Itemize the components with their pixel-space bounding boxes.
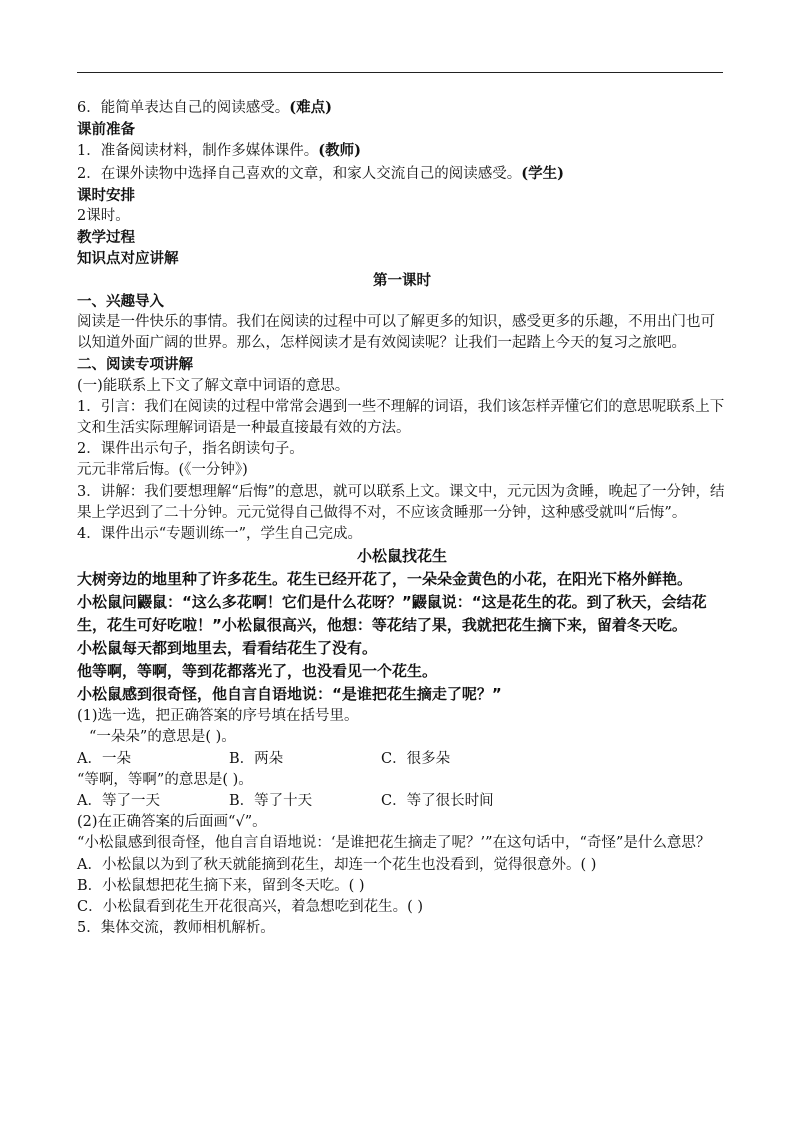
option: B．两朵 [229,750,284,767]
heading-prep: 课前准备 [77,121,135,139]
objective-text: 6．能简单表达自己的阅读感受。 [77,100,290,116]
explain-paragraph: 3．讲解：我们要想理解“后悔”的意思，就可以联系上文。课文中，元元因为贪睡，晚起了一分钟，结果上学迟到了二十分钟。元元觉得自己做得不对，不应该贪睡那一分钟，这种感受就叫“后悔”。 [77,483,725,521]
question-1b: “等啊，等啊”的意思是( )。 [77,771,253,788]
objective-6 [77,97,727,119]
heading-lesson-1: 第一课时 [373,271,431,289]
header-rule [77,72,723,73]
story-paragraph-3: 小松鼠每天都到地里去，看看结花生了没有。 [77,639,378,658]
prep-text-2: 2．在课外读物中选择自己喜欢的文章，和家人交流自己的阅读感受。 [77,165,522,182]
option: C．很多朵 [381,750,451,767]
question-2: (2)在正确答案的后面画“√”。 [77,814,267,831]
prep-tag-2: (学生) [521,164,564,182]
question-2-option-b: B．小松鼠想把花生摘下来，留到冬天吃。( ) [77,877,365,894]
option: A．一朵 [77,750,131,767]
story-paragraph-2: 小松鼠问鼹鼠：“这么多花啊！它们是什么花呀？”鼹鼠说：“这是花生的花。到了秋天，会结花生，花生可好吃啦！”小松鼠很高兴，他想：等花结了果，我就把花生摘下来，留着冬天吃。 [77,593,707,635]
story-paragraph-5: 小松鼠感到很奇怪，他自言自语地说：“是谁把花生摘走了呢？” [77,685,502,704]
heading-knowledge: 知识点对应讲解 [77,250,179,268]
guide-paragraph: 1．引言：我们在阅读的过程中常常会遇到一些不理解的词语，我们该怎样弄懂它们的意思呢联系上下文和生活实际理解词语是一种最直接最有效的方法。 [77,398,725,437]
story-block [77,545,727,706]
quote-sentence: 元元非常后悔。(《一分钟》) [77,462,248,479]
story-paragraph-1: 大树旁边的地里种了许多花生。花生已经开花了，一朵朵金黄色的小花，在阳光下格外鲜艳。 [77,570,693,589]
document-body [77,97,727,940]
question-1: (1)选一选，把正确答案的序号填在括号里。 [77,708,359,725]
option: A．等了一天 [77,793,160,810]
story-title: 小松鼠找花生 [356,547,447,566]
prep-item-2 [77,163,727,185]
time-text: 2课时。 [77,208,130,225]
subsection-1: (一)能联系上下文了解文章中词语的意思。 [77,377,350,394]
question-1a: “一朵朵”的意思是( )。 [89,729,236,746]
objective-tag: (难点) [289,99,332,116]
option: C．等了很长时间 [381,793,494,810]
intro-paragraph: 阅读是一件快乐的事情。我们在阅读的过程中可以了解更多的知识，感受更多的乐趣，不用出门也可以知道外面广阔的世界。那么，怎样阅读才是有效阅读呢？让我们一起踏上今天的复习之旅吧。 [77,314,715,352]
final-step: 5．集体交流，教师相机解析。 [77,920,275,937]
prep-text-1: 1．准备阅读材料，制作多媒体课件。 [77,143,319,160]
heading-intro: 一、兴趣导入 [77,292,164,310]
heading-process: 教学过程 [77,229,135,247]
heading-reading: 二、阅读专项讲解 [77,356,193,374]
story-paragraph-4: 他等啊，等啊，等到花都落光了，也没看见一个花生。 [77,662,438,681]
question-2-option-c: C．小松鼠看到花生开花很高兴，着急想吃到花生。( ) [77,899,424,916]
question-1a-options [77,749,727,770]
question-2-option-a: A．小松鼠以为到了秋天就能摘到花生，却连一个花生也没看到，觉得很意外。( ) [77,856,597,873]
heading-time: 课时安排 [77,186,135,204]
question-1b-options [77,791,727,812]
prep-item-1 [77,140,727,162]
option: B．等了十天 [229,793,313,810]
practice-line: 4．课件出示“专题训练一”，学生自己完成。 [77,526,363,543]
show-sentence: 2．课件出示句子，指名朗读句子。 [77,441,304,458]
question-2-text: “小松鼠感到很奇怪，他自言自语地说：‘是谁把花生摘走了呢？’”在这句话中，“奇怪”是什么意思？ [77,835,711,852]
prep-tag-1: (教师) [318,142,361,160]
